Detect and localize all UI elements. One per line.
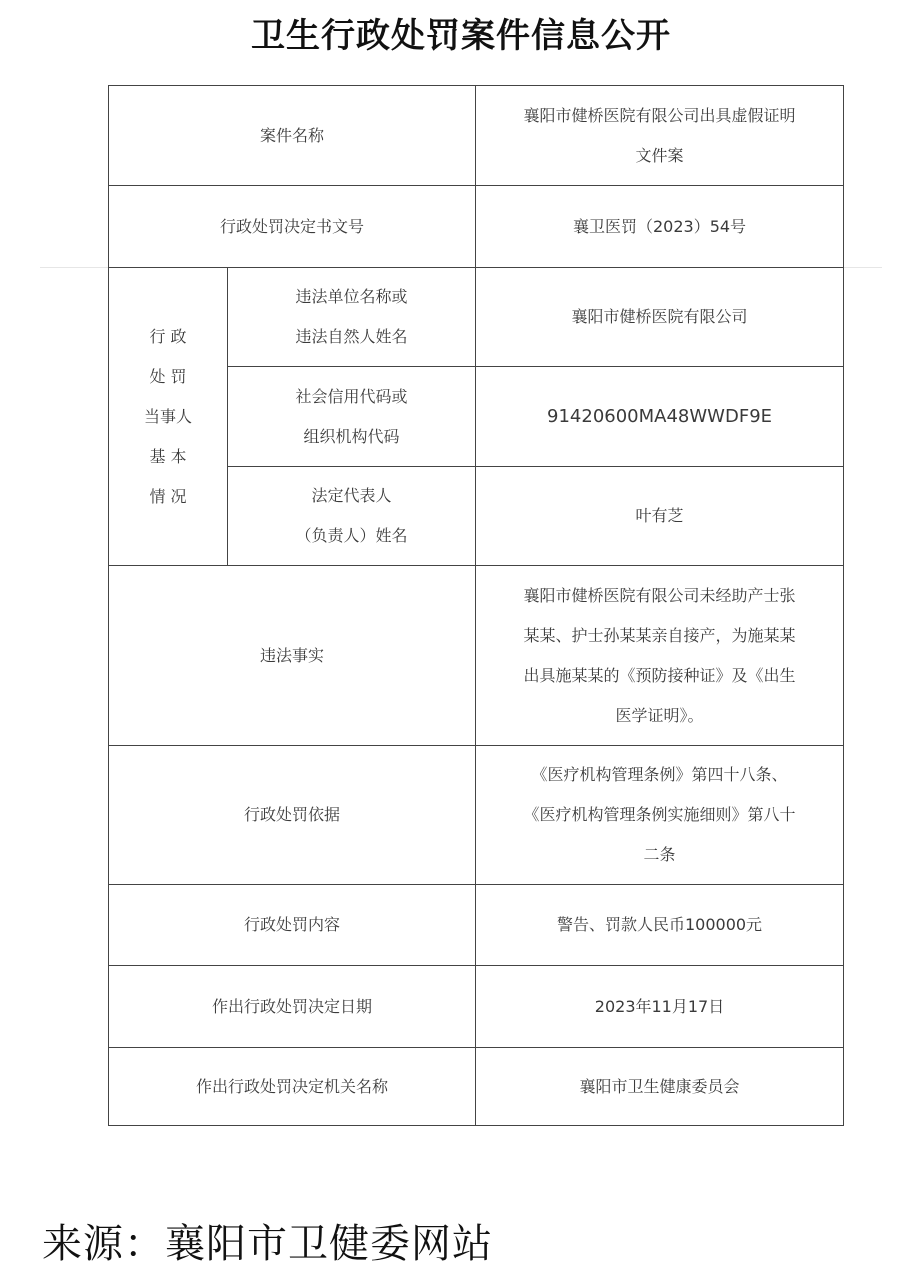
table-row bbox=[109, 966, 844, 1048]
facts-label: 违法事实 bbox=[109, 566, 476, 746]
date-label: 作出行政处罚决定日期 bbox=[109, 966, 476, 1048]
credit-code-value: 91420600MA48WWDF9E bbox=[476, 367, 844, 467]
source-caption: 来源：襄阳市卫健委网站 bbox=[42, 1221, 493, 1267]
doc-no-value: 襄卫医罚（2023）54号 bbox=[476, 186, 844, 268]
basis-label: 行政处罚依据 bbox=[109, 746, 476, 885]
content-label: 行政处罚内容 bbox=[109, 885, 476, 966]
case-info-table bbox=[108, 85, 844, 1126]
table-row bbox=[109, 186, 844, 268]
date-value: 2023年11月17日 bbox=[476, 966, 844, 1048]
table-row bbox=[109, 268, 844, 367]
case-name-value: 襄阳市健桥医院有限公司出具虚假证明 文件案 bbox=[476, 86, 844, 186]
party-name-label: 违法单位名称或 违法自然人姓名 bbox=[228, 268, 476, 367]
credit-code-label: 社会信用代码或 组织机构代码 bbox=[228, 367, 476, 467]
doc-no-label: 行政处罚决定书文号 bbox=[109, 186, 476, 268]
table-row bbox=[109, 885, 844, 966]
authority-value: 襄阳市卫生健康委员会 bbox=[476, 1048, 844, 1126]
facts-value: 襄阳市健桥医院有限公司未经助产士张 某某、护士孙某某亲自接产，为施某某 出具施某某的《预防接种证》及《出生 医学证明》。 bbox=[476, 566, 844, 746]
basis-value: 《医疗机构管理条例》第四十八条、 《医疗机构管理条例实施细则》第八十 二条 bbox=[476, 746, 844, 885]
page-title: 卫生行政处罚案件信息公开 bbox=[251, 16, 671, 56]
legal-rep-value: 叶有芝 bbox=[476, 467, 844, 566]
legal-rep-label: 法定代表人 （负责人）姓名 bbox=[228, 467, 476, 566]
content-value: 警告、罚款人民币100000元 bbox=[476, 885, 844, 966]
table-row bbox=[109, 1048, 844, 1126]
table-row bbox=[109, 566, 844, 746]
case-name-label: 案件名称 bbox=[109, 86, 476, 186]
table-row bbox=[109, 746, 844, 885]
authority-label: 作出行政处罚决定机关名称 bbox=[109, 1048, 476, 1126]
table-row bbox=[109, 86, 844, 186]
party-group-label: 行 政 处 罚 当事人 基 本 情 况 bbox=[109, 268, 228, 566]
party-name-value: 襄阳市健桥医院有限公司 bbox=[476, 268, 844, 367]
